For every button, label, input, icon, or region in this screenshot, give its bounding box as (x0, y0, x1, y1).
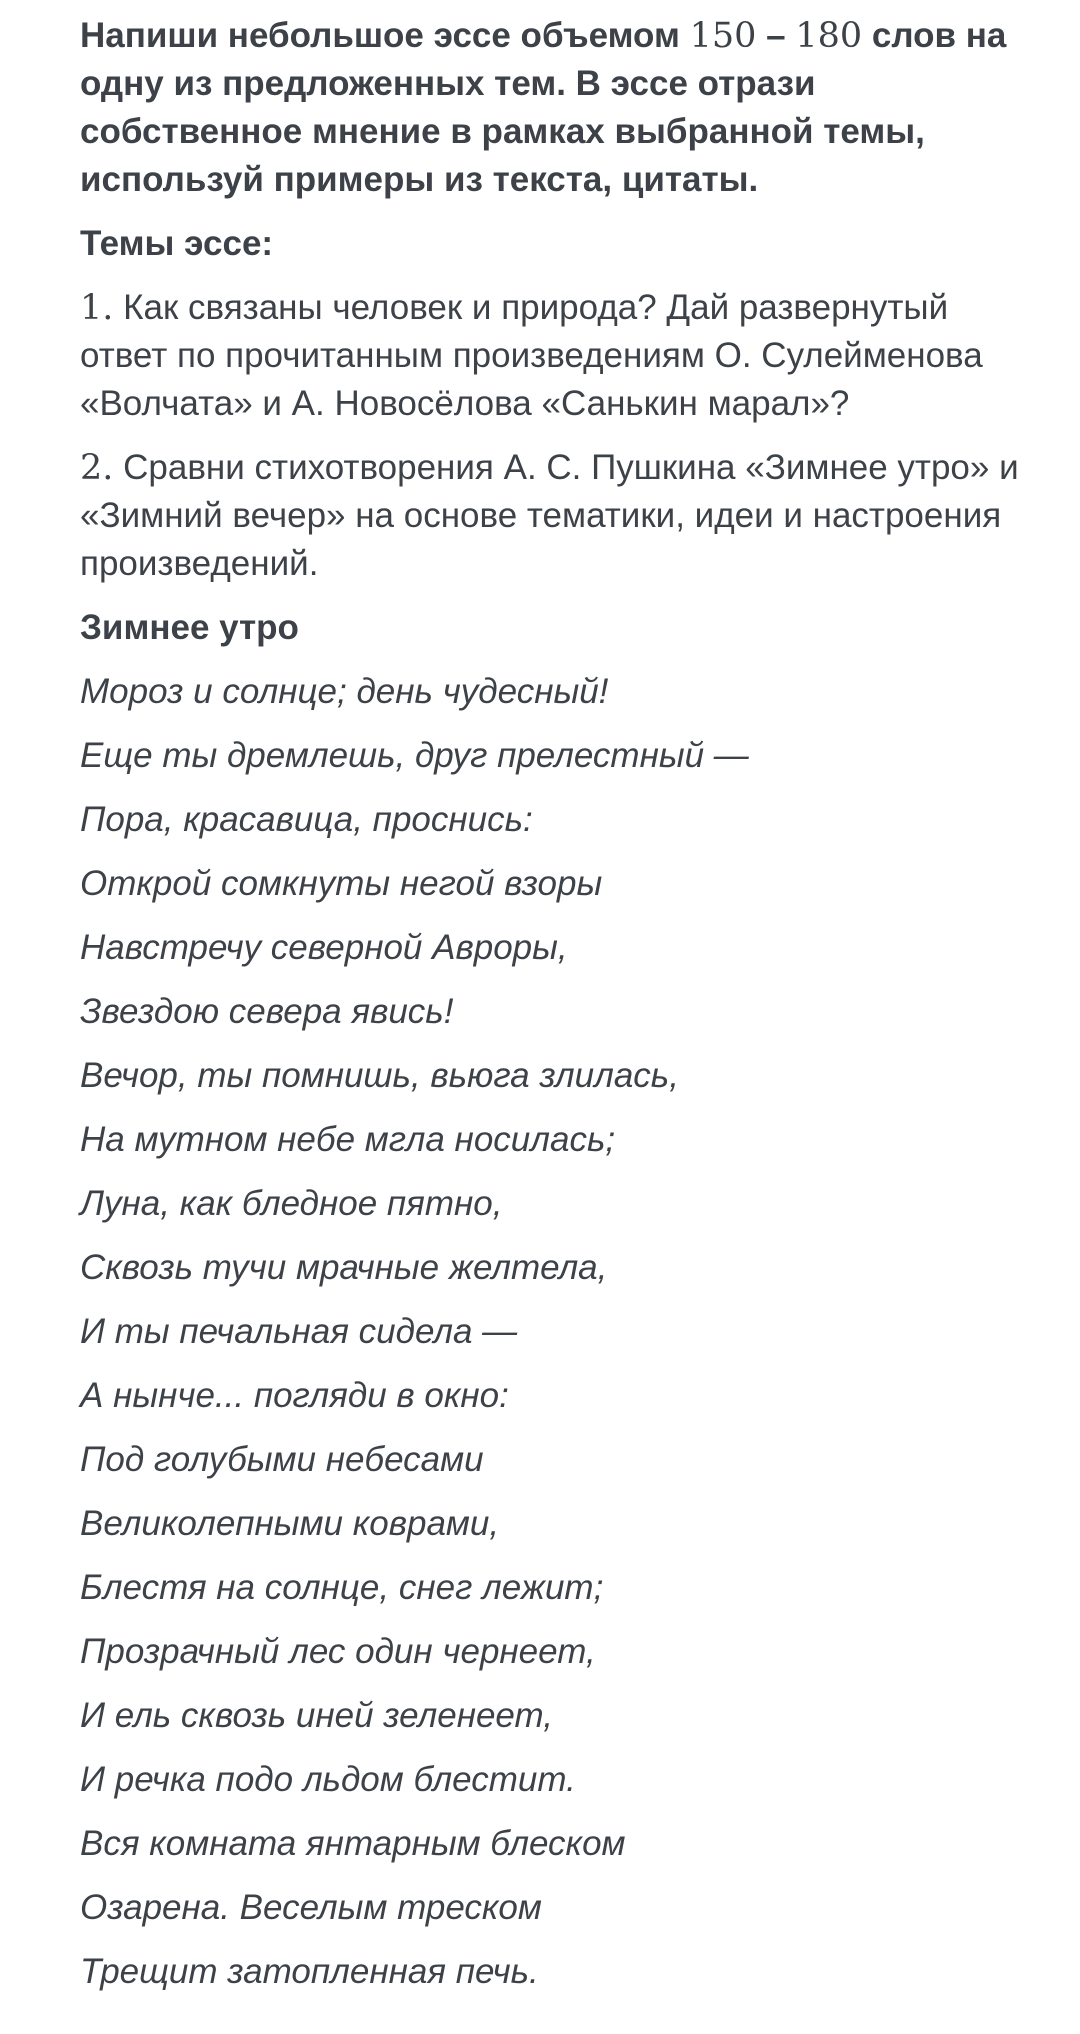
poem-line: А нынче... погляди в окно: (80, 1376, 509, 1415)
poem-line: Еще ты дремлешь, друг прелестный — (80, 736, 749, 775)
poem-line: Вся комната янтарным блеском (80, 1824, 626, 1863)
poem-line: И ель сквозь иней зеленеет, (80, 1696, 553, 1735)
topic-item (80, 444, 1020, 588)
poem-line: Пора, красавица, проснись: (80, 800, 533, 839)
poem-line: Луна, как бледное пятно, (80, 1184, 503, 1223)
task-text-before: Напиши небольшое эссе объемом (80, 16, 690, 55)
poem-line: Под голубыми небесами (80, 1440, 484, 1479)
poem-line: Звездою севера явись! (80, 992, 454, 1031)
document-content (80, 12, 1020, 2012)
topic-number: 1. (80, 288, 114, 328)
poem-line: Озарена. Веселым треском (80, 1888, 542, 1927)
poem-line: И речка подо льдом блестит. (80, 1760, 576, 1799)
poem-line: Блестя на солнце, снег лежит; (80, 1568, 604, 1607)
topics-heading: Темы эссе: (80, 224, 274, 263)
topic-text: Сравни стихотворения А. С. Пушкина «Зимнее утро» и «Зимний вечер» на основе тематики, идеи и настроения произведений. (80, 448, 1019, 583)
poem-line: Сквозь тучи мрачные желтела, (80, 1248, 608, 1287)
poem-line: Великолепными коврами, (80, 1504, 500, 1543)
topic-number: 2. (80, 448, 114, 488)
task-instructions (80, 12, 1020, 204)
poem-line: Мороз и солнце; день чудесный! (80, 672, 609, 711)
poem-title: Зимнее утро (80, 608, 299, 647)
poem-line: На мутном небе мгла носилась; (80, 1120, 616, 1159)
word-count-dash: – (756, 16, 796, 55)
poem-line: Прозрачный лес один чернеет, (80, 1632, 596, 1671)
poem-line: Трещит затопленная печь. (80, 1952, 539, 1991)
word-count-min: 150 (689, 16, 757, 56)
topic-item (80, 284, 1020, 428)
poem-line: Навстречу северной Авроры, (80, 928, 568, 967)
poem-line: Открой сомкнуты негой взоры (80, 864, 603, 903)
poem-body (80, 668, 1020, 1996)
poem-line: И ты печальная сидела — (80, 1312, 518, 1351)
task-text-after: слов на одну из предложенных тем. В эссе отрази собственное мнение в рамках выбранной темы, используй примеры из текста, цитаты. (80, 16, 1007, 199)
poem-line: Вечор, ты помнишь, вьюга злилась, (80, 1056, 679, 1095)
topic-text: Как связаны человек и природа? Дай развернутый ответ по прочитанным произведениям О. Сулейменова «Волчата» и А. Новосёлова «Санькин марал»? (80, 288, 983, 423)
word-count-max: 180 (795, 16, 863, 56)
